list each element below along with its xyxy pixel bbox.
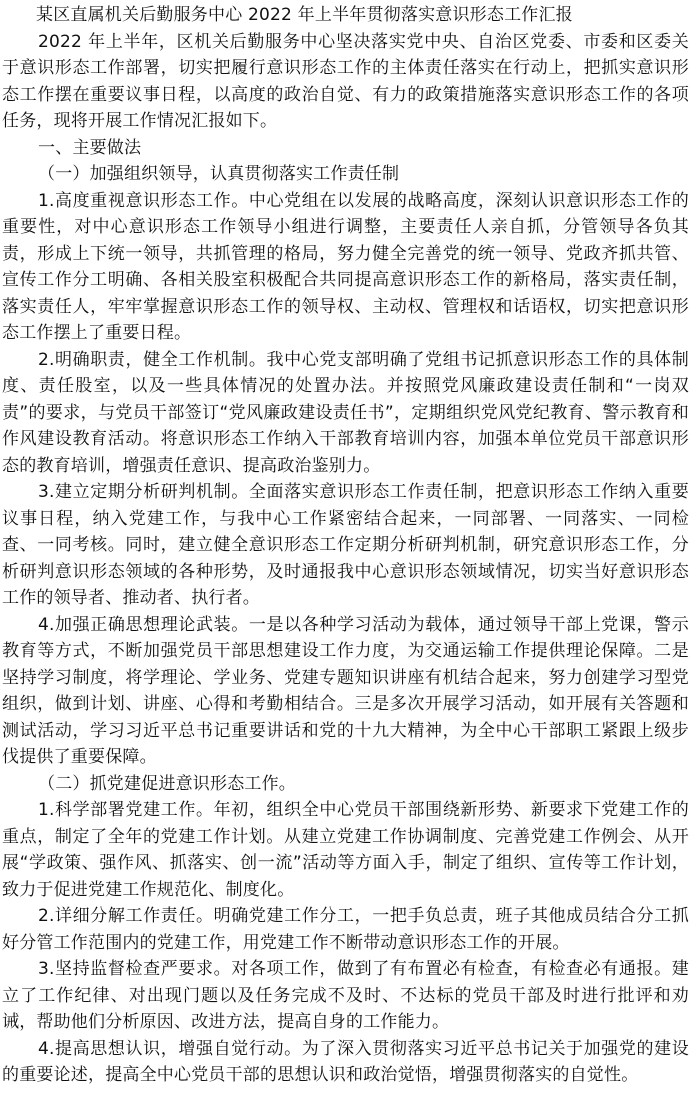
paragraph-party-4: 4.提高思想认识，增强自觉行动。为了深入贯彻落实习近平总书记关于加强党的建设的重要论述，提高全中心党员干部的思想认识和政治觉悟，增强贯彻落实的自觉性。 (2, 1038, 689, 1085)
paragraph-item-3: 3.建立定期分析研判机制。全面落实意识形态工作责任制，把意识形态工作纳入重要议事日程，纳入党建工作，与我中心工作紧密结合起来，一同部署、一同落实、一同检查、一同考核。同时，建立健全意识形态工作定期分析研判机制，研究意识形态工作，分析研判意识形态领域的各种形势，及时通报我中心意识形态领域情况，切实当好意识形态工作的领导者、推动者、执行者。 (2, 482, 689, 608)
paragraph-party-2: 2.详细分解工作责任。明确党建工作分工，一把手负总责，班子其他成员结合分工抓好分管工作范围内的党建工作，用党建工作不断带动意识形态工作的开展。 (2, 906, 689, 953)
intro-paragraph: 2022 年上半年，区机关后勤服务中心坚决落实党中央、自治区党委、市委和区委关于意识形态工作部署，切实把履行意识形态工作的主体责任落实在行动上，把抓实意识形态工作摆在重要议事日程，以高度的政治自觉、有力的政策措施落实意识形态工作的各项任务，现将开展工作情况汇报如下。 (2, 31, 689, 131)
subsection-heading-organization: （一）加强组织领导，认真贯彻落实工作责任制 (38, 164, 400, 184)
section-heading-main-practices: 一、主要做法 (38, 137, 142, 158)
paragraph-item-2: 2.明确职责，健全工作机制。我中心党支部明确了党组书记抓意识形态工作的具体制度、责任股室，以及一些具体情况的处置办法。并按照党风廉政建设责任制和“一岗双责”的要求，与党员干部签订“党风廉政建设责任书”，定期组织党风党纪教育、警示教育和作风建设教育活动。将意识形态工作纳入干部教育培训内容，加强本单位党员干部意识形态的教育培训，增强责任意识、提高政治鉴别力。 (2, 349, 689, 476)
paragraph-item-4: 4.加强正确思想理论武装。一是以各种学习活动为载体，通过领导干部上党课，警示教育等方式，不断加强党员干部思想建设工作力度，为交通运输工作提供理论保障。二是坚持学习制度，将学理论、学业务、党建专题知识讲座有机结合起来，努力创建学习型党组织，做到计划、讲座、心得和考勤相结合。三是多次开展学习活动，如开展有关答题和测试活动，学习习近平总书记重要讲话和党的十九大精神，为全中心干部职工紧跟上级步伐提供了重要保障。 (2, 614, 689, 767)
paragraph-item-1: 1.高度重视意识形态工作。中心党组在以发展的战略高度，深刻认识意识形态工作的重要性，对中心意识形态工作领导小组进行调整，主要责任人亲自抓，分管领导各负其责，形成上下统一领导，共抓管理的格局，努力健全完善党的统一领导、党政齐抓共管、宣传工作分工明确、各相关股室积极配合共同提高意识形态工作的新格局，落实责任制，落实责任人，牢牢掌握意识形态工作的领导权、主动权、管理权和话语权，切实把意识形态工作摆上了重要日程。 (2, 190, 689, 343)
document-title: 某区直属机关后勤服务中心 2022 年上半年贯彻落实意识形态工作汇报 (36, 5, 573, 25)
paragraph-party-3: 3.坚持监督检查严要求。对各项工作，做到了有布置必有检查，有检查必有通报。建立了工作纪律、对出现门题以及任务完成不及时、不达标的党员干部及时进行批评和劝诫，帮助他们分析原因、改进方法，提高自身的工作能力。 (2, 959, 689, 1032)
subsection-heading-party-building: （二）抓党建促进意识形态工作。 (38, 773, 296, 794)
paragraph-party-1: 1.科学部署党建工作。年初，组织全中心党员干部围绕新形势、新要求下党建工作的重点，制定了全年的党建工作计划。从建立党建工作协调制度、完善党建工作例会、从开展“学政策、强作风、抓落实、创一流”活动等方面入手，制定了组织、宣传等工作计划，致力于促进党建工作规范化、制度化。 (2, 800, 689, 900)
